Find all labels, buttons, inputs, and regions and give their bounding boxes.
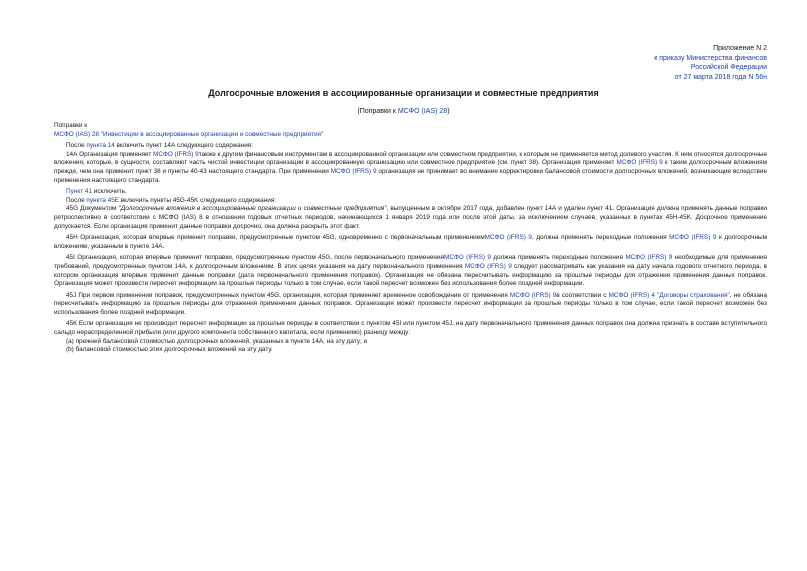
appendix-number: Приложение N 2 [713, 45, 767, 52]
ifrs9-link[interactable]: МСФО (IFRS) 9 [616, 159, 663, 167]
document-body [54, 122, 767, 355]
paragraph-41-link[interactable]: Пункт 41 [66, 188, 92, 196]
ias28-link[interactable]: МСФО (IAS) 28 [397, 108, 448, 115]
paragraph-45k-item-b: (b) балансовой стоимостью этих долгосрочных вложений на эту дату. [66, 346, 273, 354]
amendments-label: Поправки к [54, 122, 88, 129]
appendix-date-line: от 27 марта 2018 года N 56н [674, 73, 767, 81]
ias28-full-link[interactable]: МСФО (IAS) 28 "Инвестиции в ассоциированные организации и совместные предприятия" [54, 130, 324, 138]
standard-reference [54, 131, 767, 140]
appendix-header [654, 44, 767, 82]
paragraph-insert-45g: После пункта 45Е включить пункты 45G-45K следующего содержания: [66, 196, 277, 204]
paragraph-14a: 14А Организация применяет МСФО (IFRS) 9также к другим финансовым инструментам в ассоциированной организации или совместном предприятии, к которым не применяется метод долевого участия. К ним относятся долгосрочные вложения, которые, в сущности, составляют часть чистой инвестиции организации в ассоциированную организацию или совместное предприятие (см. пункт 38). Организация применяет МСФО (IFRS) 9 к таким долгосрочным вложениям прежде, чем она применит пункт 38 и пункты 40-43 настоящего стандарта. При применении МСФО (IFRS) 9 организация не принимает во внимание корректировки балансовой стоимости долгосрочных вложений, возникающие вследствие применения настоящего стандарта. [54, 150, 767, 184]
page-subtitle: (Поправки к МСФО (IAS) 28) [357, 108, 450, 115]
ifrs9-link[interactable]: МСФО (IFRS) 9 [444, 254, 491, 262]
ifrs9-link[interactable]: МСФО (IFRS) 9 [330, 167, 377, 175]
paragraph-45e-link[interactable]: пункта 45Е [86, 196, 120, 204]
paragraph-45k-item-a: (а) прежней балансовой стоимостью долгосрочных вложений, указанных в пункте 14А, на эту дату; и [66, 337, 368, 345]
paragraph-41-delete: Пункт 41 исключить. [66, 188, 127, 196]
ifrs9-link[interactable]: МСФО (IFRS) 9 [464, 262, 512, 270]
ifrs9-link[interactable]: МСФО (IFRS) 9 [509, 291, 557, 299]
ifrs9-link[interactable]: МСФО (IFRS) 9 [669, 234, 717, 242]
appendix-country-line: Российской Федерации [690, 64, 767, 72]
paragraph-45h: 45Н Организация, которая впервые применит поправки, предусмотренные пунктом 45G, одновременно с первоначальным применениемМСФО (IFRS) 9, должна применять переходные положения МСФО (IFRS) 9 к долгосрочным вложениям, указанным в пункте 14А. [54, 234, 767, 250]
paragraph-14-link[interactable]: пункта 14 [86, 142, 115, 150]
paragraph-45j: 45J При первом применении поправок, предусмотренных пунктом 45G, организация, которая применяет временное освобождение от применения МСФО (IFRS) 9в соответствии с МСФО (IFRS) 4 "Договоры страхования", не обязана пересчитывать информацию за прошлые периоды для отражения применения данных поправок. Организация может произвести пересчет информации за прошлые периоды только в том случае, если такой пересчет возможен без использования более поздней информации. [54, 291, 767, 316]
appendix-order-line: к приказу Министерства финансов [654, 54, 767, 62]
page-title: Долгосрочные вложения в ассоциированные организации и совместные предприятия [208, 88, 599, 98]
ifrs4-link[interactable]: МСФО (IFRS) 4 "Договоры страхования" [608, 291, 730, 299]
ifrs9-link[interactable]: МСФО (IFRS) 9 [484, 234, 532, 242]
paragraph-45k: 45К Если организация не производит пересчет информации за прошлые периоды в соответствии с пунктом 45I или пунктом 45J, на дату первоначального применения данных поправок она должна признать в составе вступительного сальдо нераспределенной прибыли (или другого компонента собственного капитала, если применимо) разницу между: [54, 320, 767, 337]
paragraph-insert-14a: После пункта 14 включить пункт 14А следующего содержания: [66, 142, 254, 150]
paragraph-45g: 45G Документом "Долгосрочные вложения в ассоциированные организации и совместные предприятия", выпущенным в октябре 2017 года, добавлен пункт 14А и удален пункт 41. Организация должна применять данные поправки ретроспективно в соответствии с МСФО (IAS) 8 в отношении годовых отчетных периодов, начинающихся 1 января 2019 года или после этой даты, за исключением случаев, указанных в пунктах 45Н-45K. Досрочное применение допускается. Если организация применит данные поправки досрочно, она должна раскрыть этот факт. [54, 205, 768, 230]
paragraph-45i: 45I Организация, которая впервые применит поправки, предусмотренные пунктом 45G, после первоначального примененияМСФО (IFRS) 9 должна применять переходные положения МСФО (IFRS) 9 необходимые для применения требований, предусмотренных пунктом 14А, к долгосрочным вложениям. В этих целях указания на дату первоначального применения МСФО (IFRS) 9 следует рассматривать как указания на дату начала годового отчетного периода, в котором организация впервые применит данные поправки (дата первоначального применения поправок). Организация не обязана пересчитывать информацию за прошлые периоды для отражения применения данных поправок. Организация может произвести пересчет информации за прошлые периоды только в том случае, если такой пересчет возможен без использования более поздней информации. [54, 254, 768, 288]
ifrs9-link[interactable]: МСФО (IFRS) 9 [625, 254, 673, 262]
ifrs9-link[interactable]: МСФО (IFRS) 9 [153, 150, 199, 158]
